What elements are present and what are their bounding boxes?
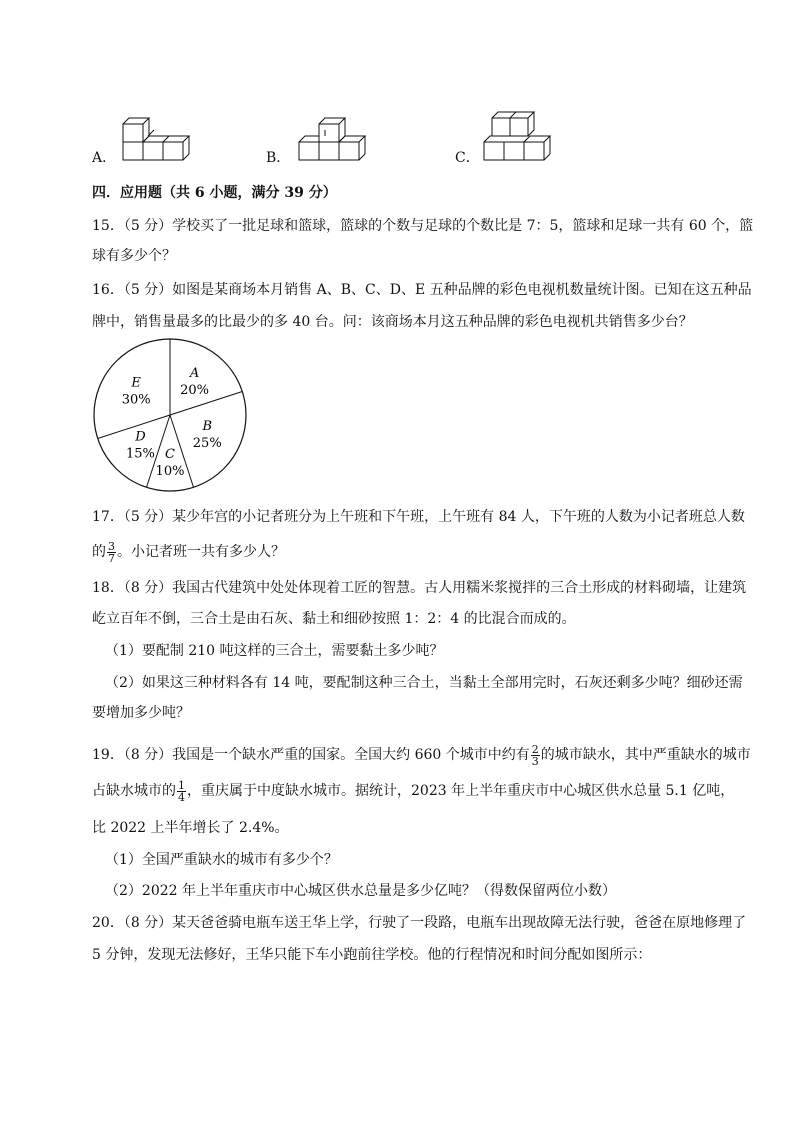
q20-line1: 20．（8 分）某天爸爸骑电瓶车送王华上学，行驶了一段路，电瓶车出现故障无法行驶，爸爸在原地修理了	[92, 915, 747, 931]
q19-line3: 比 2022 上半年增长了 2.4%。	[92, 820, 289, 836]
q17-line2-prefix: 的	[92, 544, 106, 560]
q19-fraction1	[531, 744, 540, 767]
pie-label-c: C	[165, 447, 175, 463]
q19-line1-prefix: 19．（8 分）我国是一个缺水严重的国家。全国大约 660 个城市中约有	[92, 747, 530, 763]
q19-line2-prefix: 占缺水城市的	[92, 783, 176, 799]
q18-line1: 18．（8 分）我国古代建筑中处处体现着工匠的智慧。古人用糯米浆搅拌的三合土形成的材料砌墙，让建筑	[92, 580, 747, 596]
q15-line2: 球有多少个？	[92, 248, 176, 264]
pie-label-a: A	[189, 366, 200, 382]
option-b-label: B．	[266, 150, 291, 166]
q16-line1: 16．（5 分）如图是某商场本月销售 A、B、C、D、E 五种品牌的彩色电视机数量统计图。已知在这五种品	[92, 282, 752, 298]
q18-sub2: （2）如果这三种材料各有 14 吨，要配制这种三合土，当黏土全部用完时，石灰还剩多少吨？细砂还需	[105, 675, 743, 691]
pie-value-b: 25%	[192, 435, 222, 451]
pie-value-a: 20%	[180, 383, 210, 399]
option-b-cube-figure	[294, 112, 374, 167]
q16-line2: 牌中，销售量最多的比最少的多 40 台。问：该商场本月这五种品牌的彩色电视机共销售多少台？	[92, 314, 693, 330]
q19-line2	[92, 776, 734, 806]
q17-fraction	[107, 541, 116, 564]
pie-value-e: 30%	[121, 392, 151, 408]
q17-frac-den: 7	[108, 551, 115, 565]
pie-label-d: D	[135, 429, 146, 445]
q19-line1	[92, 740, 751, 770]
q19-sub2: （2）2022 年上半年重庆市中心城区供水总量是多少亿吨？（得数保留两位小数）	[105, 883, 616, 899]
option-b[interactable]	[266, 108, 376, 168]
q18-line2: 屹立百年不倒，三合土是由石灰、黏土和细砂按照 1：2：4 的比混合而成的。	[92, 611, 576, 627]
option-c-label: C．	[455, 150, 480, 166]
q18-sub2-cont: 要增加多少吨？	[92, 705, 190, 721]
q15-line1: 15．（5 分）学校买了一批足球和篮球，篮球的个数与足球的个数比是 7：5，篮球和足球一共有 60 个，篮	[92, 218, 754, 234]
q17-line2	[92, 538, 285, 566]
pie-label-e: E	[131, 375, 141, 391]
pie-value-d: 15%	[125, 446, 155, 462]
q19-fraction2	[177, 780, 186, 803]
q19-frac2-num: 1	[178, 778, 185, 792]
q19-line2-suffix: ，重庆属于中度缺水城市。据统计，2023 年上半年重庆市中心城区供水总量 5.1 亿吨，	[187, 783, 735, 799]
q19-frac1-den: 3	[531, 754, 539, 768]
option-a-cube-figure	[118, 112, 198, 167]
q19-line1-suffix: 的城市缺水，其中严重缺水的城市	[540, 747, 751, 763]
option-a-label: A．	[92, 150, 117, 166]
option-c[interactable]	[455, 108, 565, 168]
q17-frac-num: 3	[108, 539, 115, 553]
q19-frac2-den: 4	[178, 790, 185, 804]
q19-sub1: （1）全国严重缺水的城市有多少个？	[105, 852, 338, 868]
q17-line2-suffix: 。小记者班一共有多少人？	[117, 544, 285, 560]
q17-line1: 17．（5 分）某少年宫的小记者班分为上午班和下午班，上午班有 84 人，下午班的人数为小记者班总人数	[92, 509, 745, 525]
q18-sub1: （1）要配制 210 吨这样的三合土，需要黏土多少吨？	[105, 643, 444, 659]
option-a[interactable]	[92, 108, 192, 168]
option-c-cube-figure	[479, 108, 559, 163]
section-heading: 四．应用题（共 6 小题，满分 39 分）	[92, 185, 337, 201]
pie-chart	[90, 335, 250, 495]
pie-value-c: 10%	[155, 464, 185, 480]
q20-line2: 5 分钟，发现无法修好，王华只能下车小跑前往学校。他的行程情况和时间分配如图所示：	[92, 947, 652, 963]
q19-frac1-num: 2	[531, 742, 539, 756]
pie-label-b: B	[202, 418, 213, 434]
